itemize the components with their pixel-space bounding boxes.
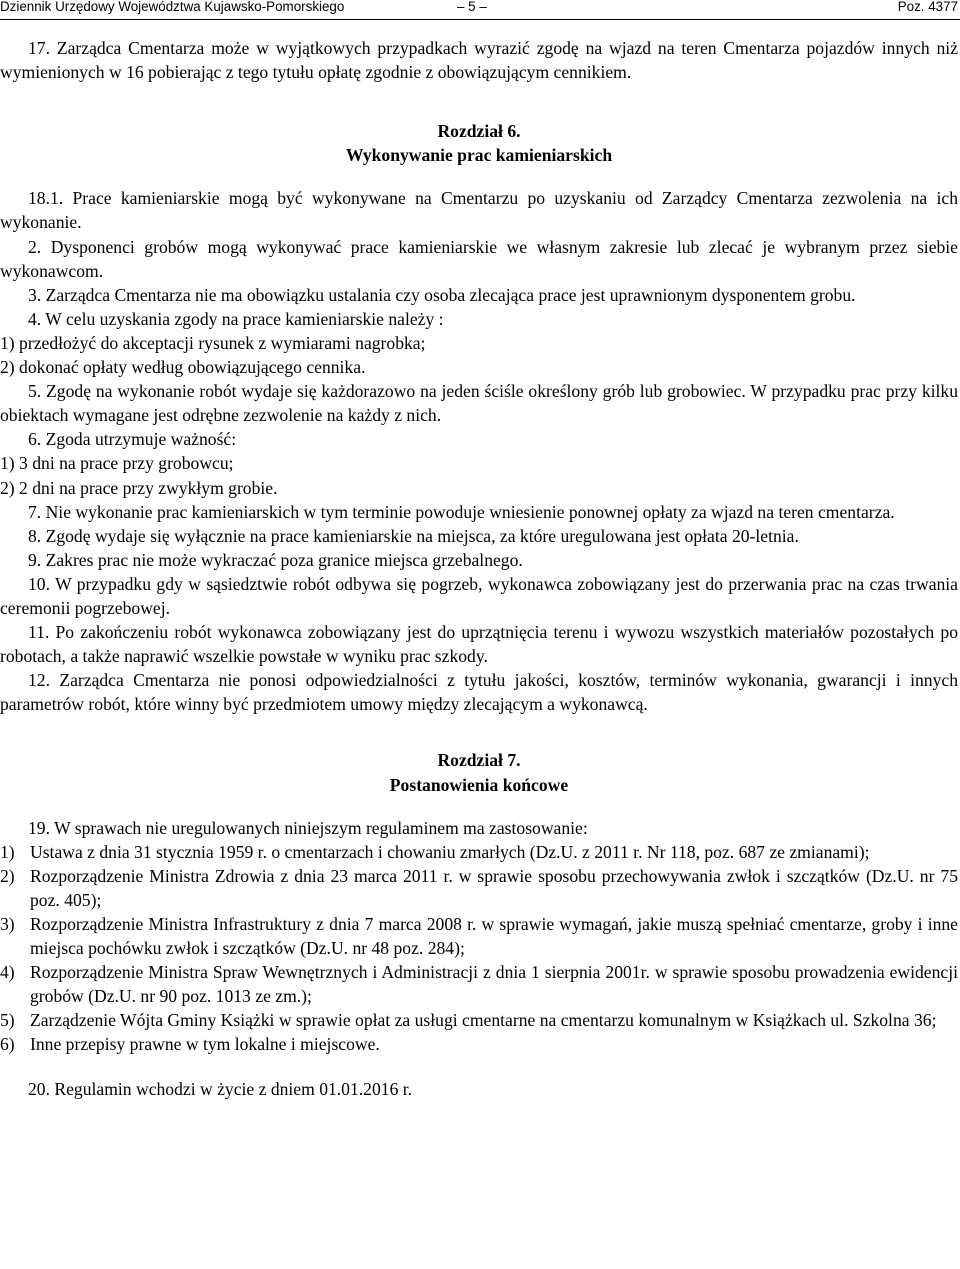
item-number: 1)	[0, 841, 15, 862]
legal-basis-item	[0, 1008, 958, 1032]
paragraph-18-12: 12. Zarządca Cmentarza nie ponosi odpowiedzialności z tytułu jakości, kosztów, terminów wykonania, gwarancji i innych parametrów robót, które winny być przedmiotem umowy między zlecającym a wykonawcą.	[0, 670, 958, 715]
position-number: Poz. 4377	[897, 0, 958, 14]
chapter-7-title: Postanowienia końcowe	[389, 774, 569, 795]
legal-basis-item	[0, 864, 958, 912]
item-text: Rozporządzenie Ministra Zdrowia z dnia 23 marca 2011 r. w sprawie sposobu przechowywania zwłok i szczątków (Dz.U. nr 75 poz. 405);	[30, 865, 958, 910]
paragraph-18-4: 4. W celu uzyskania zgody na prace kamieniarskie należy :	[28, 308, 444, 329]
page-header	[0, 0, 960, 20]
legal-basis-item	[0, 840, 958, 864]
item-number: 3)	[0, 914, 15, 934]
journal-title: Dziennik Urzędowy Województwa Kujawsko-Pomorskiego	[0, 0, 345, 14]
paragraph-18-6-item-2: 2) 2 dni na prace przy zwykłym grobie.	[0, 477, 278, 498]
paragraph-17: 17. Zarządca Cmentarza może w wyjątkowych przypadkach wyrazić zgodę na wjazd na teren Cmentarza pojazdów innych niż wymienionych w 16 pobierając z tego tytułu opłatę zgodnie z obowiązującym cennikiem.	[0, 38, 958, 83]
paragraph-18-11: 11. Po zakończeniu robót wykonawca zobowiązany jest do uprzątnięcia terenu i wywozu wszystkich materiałów pozostałych po robotach, a także naprawić wszelkie powstałe w wyniku prac szkody.	[0, 622, 958, 667]
legal-basis-item	[0, 1032, 958, 1056]
item-number: 4)	[0, 962, 15, 983]
paragraph-18-5: 5. Zgodę na wykonanie robót wydaje się każdorazowo na jeden ściśle określony grób lub grobowiec. W przypadku prac przy kilku obiektach wymagane jest odrębne zezwolenie na każdy z nich.	[0, 381, 958, 426]
paragraph-19-intro: 19. W sprawach nie uregulowanych niniejszym regulaminem ma zastosowanie:	[28, 817, 588, 838]
chapter-6-number: Rozdział 6.	[437, 121, 521, 142]
paragraph-18-3: 3. Zarządca Cmentarza nie ma obowiązku ustalania czy osoba zlecająca prace jest uprawnionym dysponentem grobu.	[28, 284, 856, 305]
paragraph-20: 20. Regulamin wchodzi w życie z dniem 01.01.2016 r.	[28, 1078, 413, 1099]
paragraph-18-6: 6. Zgoda utrzymuje ważność:	[28, 429, 237, 450]
item-number: 5)	[0, 1010, 15, 1031]
item-text: Inne przepisy prawne w tym lokalne i miejscowe.	[30, 1034, 380, 1055]
paragraph-18-2: 2. Dysponenci grobów mogą wykonywać prace kamieniarskie we własnym zakresie lub zlecać je wybranym przez siebie wykonawcom.	[0, 236, 958, 281]
item-text: Rozporządzenie Ministra Spraw Wewnętrznych i Administracji z dnia 1 sierpnia 2001r. w sprawie sposobu prowadzenia ewidencji grobów (Dz.U. nr 90 poz. 1013 ze zm.);	[30, 962, 958, 1007]
paragraph-18-9: 9. Zakres prac nie może wykraczać poza granice miejsca grzebalnego.	[28, 549, 523, 570]
legal-basis-item	[0, 960, 958, 1008]
item-number: 2)	[0, 865, 15, 886]
item-text: Ustawa z dnia 31 stycznia 1959 r. o cmentarzach i chowaniu zmarłych (Dz.U. z 2011 r. Nr 118, poz. 687 ze zmianami);	[30, 841, 870, 862]
paragraph-18-6-item-1: 1) 3 dni na prace przy grobowcu;	[0, 453, 234, 474]
item-text: Zarządzenie Wójta Gminy Książki w sprawie opłat za usługi cmentarne na cmentarzu komunalnym w Książkach ul. Szkolna 36;	[30, 1010, 937, 1031]
paragraph-18-4-item-1: 1) przedłożyć do akceptacji rysunek z wymiarami nagrobka;	[0, 332, 426, 353]
item-number: 6)	[0, 1034, 15, 1055]
paragraph-18-1: 18.1. Prace kamieniarskie mogą być wykonywane na Cmentarzu po uzyskaniu od Zarządcy Cmentarza zezwolenia na ich wykonanie.	[0, 188, 958, 233]
page-number: – 5 –	[457, 0, 487, 14]
item-text: Rozporządzenie Ministra Infrastruktury z dnia 7 marca 2008 r. w sprawie wymagań, jakie muszą spełniać cmentarze, groby i inne miejsca pochówku zwłok i szczątków (Dz.U. nr 48 poz. 284);	[30, 914, 958, 959]
chapter-7-number: Rozdział 7.	[437, 750, 521, 771]
paragraph-18-7: 7. Nie wykonanie prac kamieniarskich w tym terminie powoduje wniesienie ponownej opłaty za wjazd na teren cmentarza.	[28, 501, 895, 522]
chapter-6-title: Wykonywanie prac kamieniarskich	[345, 145, 613, 166]
paragraph-18-8: 8. Zgodę wydaje się wyłącznie na prace kamieniarskie na miejsca, za które uregulowana jest opłata 20-letnia.	[28, 525, 799, 546]
legal-basis-item	[0, 912, 958, 960]
document-body	[0, 36, 958, 1101]
paragraph-18-10: 10. W przypadku gdy w sąsiedztwie robót odbywa się pogrzeb, wykonawca zobowiązany jest do przerwania prac na czas trwania ceremonii pogrzebowej.	[0, 573, 958, 618]
paragraph-18-4-item-2: 2) dokonać opłaty według obowiązującego cennika.	[0, 357, 366, 378]
